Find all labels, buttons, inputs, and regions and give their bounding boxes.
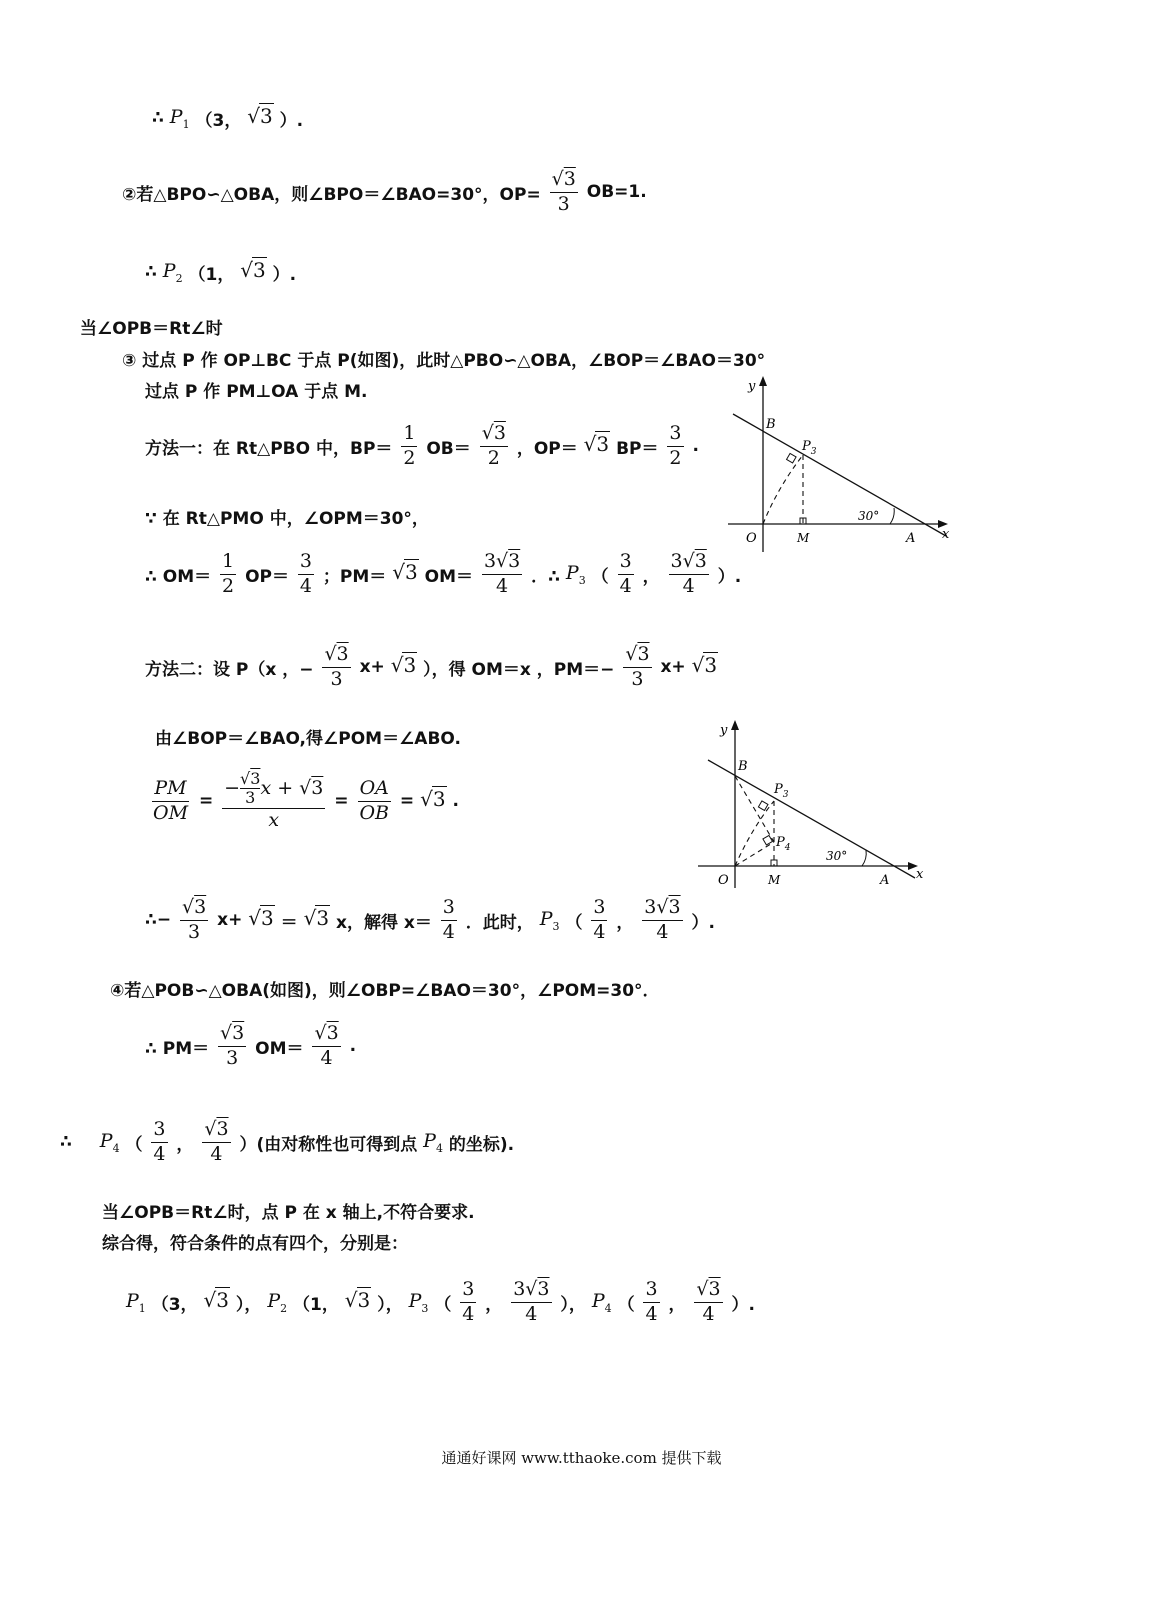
sqrt-3: √3 <box>344 1288 371 1313</box>
line-case-2 <box>122 168 647 217</box>
line-om-pm <box>145 550 741 599</box>
line-angle-relation: 由∠BOP＝∠BAO,得∠POM＝∠ABO. <box>155 729 461 749</box>
label-p3: $P_3$ <box>802 439 817 457</box>
label-b: B <box>766 417 776 432</box>
fraction-sqrt3-over-4: $\frac{√3}{4}$ <box>696 1278 721 1325</box>
point-label: $P_1$ <box>126 1290 146 1316</box>
om-text: OM＝ <box>255 1038 304 1059</box>
method-text: 方法一：在 Rt△PBO 中，BP＝ <box>145 438 393 459</box>
sqrt-3: √3 <box>203 1288 229 1313</box>
fraction-3-4: $\frac{3}{4}$ <box>442 896 455 943</box>
segment-op <box>763 455 803 524</box>
right-angle-mark-p3 <box>758 801 768 811</box>
label-p3: $P_3$ <box>774 782 789 800</box>
page-footer: 通通好课网 www.tthaoke.com 提供下载 <box>441 1449 722 1467</box>
method-text: x+ <box>359 657 385 678</box>
point-label: $P_4$ <box>591 1290 612 1316</box>
sqrt-3: √3 <box>247 104 273 128</box>
label-o: O <box>718 873 729 888</box>
line-p2-result <box>145 258 296 285</box>
therefore-text: ∴− <box>145 910 172 931</box>
angle-arc <box>890 508 894 524</box>
fraction-sqrt3-over-3: $\frac{√3}{3}$ <box>625 643 650 690</box>
equals: = <box>334 791 349 812</box>
line-case-4: ④若△POB∽△OBA(如图)，则∠OBP=∠BAO＝30°，∠POM=30°． <box>110 981 660 1001</box>
angle-arc <box>862 850 866 866</box>
fraction-3sqrt3-over-4: $\frac{3√3}{4}$ <box>670 550 707 597</box>
separator: ）， <box>377 1294 403 1315</box>
paren-open: （ <box>591 566 609 587</box>
line-p1-result <box>152 104 303 131</box>
fraction-3-4: $\frac{3}{4}$ <box>593 896 606 943</box>
line-case-3: ③ 过点 P 作 OP⊥BC 于点 P(如图)，此时△PBO∽△OBA，∠BOP＝∠BAO＝30° <box>122 351 766 371</box>
comma: ， <box>642 566 660 587</box>
line-method-1 <box>145 422 699 471</box>
method-text: ，OP＝ <box>516 438 578 459</box>
solve-text: x，解得 x＝ <box>336 912 432 933</box>
paren-close: ）. <box>717 566 742 587</box>
om-text: OM＝ <box>424 566 474 587</box>
point-label: $P_3$ <box>565 562 586 588</box>
fraction-1-2: $\frac{1}{2}$ <box>403 422 416 469</box>
fraction-1-2: $\frac{1}{2}$ <box>222 550 235 597</box>
paren-open: （ <box>434 1294 452 1315</box>
figure-1-coordinate-diagram <box>718 372 968 562</box>
label-y: y <box>748 379 756 394</box>
sqrt-3: √3 <box>583 432 610 457</box>
line-solve-x <box>145 896 715 945</box>
line-construct-pm: 过点 P 作 PM⊥OA 于点 M. <box>145 382 368 402</box>
line-ab <box>733 414 946 536</box>
fraction-sqrt3-over-2: $\frac{√3}{2}$ <box>481 422 506 469</box>
fraction-3-2: $\frac{3}{2}$ <box>669 422 682 469</box>
sqrt-3: √3 <box>240 258 266 282</box>
label-a: A <box>906 531 916 546</box>
method-text: x+ <box>660 657 686 678</box>
fraction-complex: − $\frac{√3}{3}$ x + √3 x <box>224 769 324 831</box>
label-a: A <box>880 873 890 888</box>
case-text: ②若△BPO∽△OBA，则∠BPO＝∠BAO=30°，OP= <box>122 184 541 205</box>
line-p4-result <box>60 1118 514 1167</box>
period: . <box>349 1036 357 1057</box>
separator: ）， <box>235 1294 262 1315</box>
method-text: ），得 OM＝x ，PM＝− <box>423 659 615 680</box>
fraction-3sqrt3-over-4: $\frac{3√3}{4}$ <box>483 550 521 597</box>
line-triangle-pmo: ∵ 在 Rt△PMO 中，∠OPM＝30°， <box>145 509 429 529</box>
fraction-3-4: $\frac{3}{4}$ <box>299 550 312 597</box>
label-m: M <box>768 873 781 887</box>
line-method-2 <box>145 643 718 692</box>
comma: ， <box>485 1294 503 1315</box>
method-text: BP＝ <box>616 438 659 459</box>
method-text: OB＝ <box>426 438 471 459</box>
sqrt-3: √3 <box>392 560 418 585</box>
label-o: O <box>746 531 757 546</box>
therefore-symbol: ∴ <box>152 108 164 128</box>
coord-text: （1， <box>188 264 235 285</box>
sqrt-3: √3 <box>248 906 274 931</box>
fraction-pm-om: $\frac{PM}{OM}$ <box>153 777 189 824</box>
symmetry-note: ）(由对称性也可得到点 <box>239 1134 418 1155</box>
y-axis-arrow <box>731 720 739 730</box>
period: . <box>452 791 459 812</box>
comma: ， <box>176 1134 194 1155</box>
comma: ， <box>616 912 634 933</box>
label-x: x <box>916 867 924 882</box>
fraction-sqrt3-over-4: $\frac{√3}{4}$ <box>314 1022 339 1069</box>
fraction-3-4: $\frac{3}{4}$ <box>645 1278 658 1325</box>
therefore-text: ．∴ <box>531 566 560 587</box>
coord-text: （1， <box>293 1294 339 1315</box>
period: . <box>692 436 699 457</box>
label-angle: 30° <box>858 509 880 523</box>
sqrt-3: √3 <box>303 906 330 931</box>
symmetry-note-end: 的坐标). <box>448 1134 515 1155</box>
line-ratio-equation <box>148 770 459 833</box>
fraction-sqrt3-over-3: $\frac{√3}{3}$ <box>220 1022 245 1069</box>
line-summary: 综合得，符合条件的点有四个，分别是： <box>102 1234 408 1254</box>
paren-close: ）. <box>691 912 715 933</box>
equals: = <box>198 791 214 812</box>
figure-2-coordinate-diagram <box>690 716 940 896</box>
coord-close: ）. <box>279 110 304 131</box>
label-angle: 30° <box>826 849 848 863</box>
equals: ＝ <box>280 912 298 933</box>
line-final-answer <box>126 1278 755 1327</box>
fraction-sqrt3-over-3: $\frac{√3}{3}$ <box>324 643 349 690</box>
fraction-sqrt3-over-3: $\frac{√3}{3}$ <box>551 168 576 215</box>
therefore-symbol: ∴ <box>60 1132 72 1153</box>
fraction-sqrt3-over-4: $\frac{√3}{4}$ <box>204 1118 229 1165</box>
fraction-3-4: $\frac{3}{4}$ <box>619 550 632 597</box>
label-y: y <box>720 723 728 738</box>
point-label: $P_2$ <box>162 260 183 285</box>
point-label: $P_1$ <box>169 106 190 131</box>
therefore-pm: ∴ PM＝ <box>145 1038 210 1059</box>
fraction-3-4: $\frac{3}{4}$ <box>153 1118 166 1165</box>
point-label: $P_3$ <box>408 1290 429 1316</box>
paren-open: （ <box>565 912 583 933</box>
fraction-oa-ob: $\frac{OA}{OB}$ <box>359 777 389 824</box>
now-text: ．此时， <box>465 912 534 933</box>
label-b: B <box>738 759 748 774</box>
fraction-sqrt3-over-3: $\frac{√3}{3}$ <box>182 896 207 943</box>
coord-close: ）. <box>272 264 297 285</box>
y-axis-arrow <box>759 376 767 386</box>
x-plus: x+ <box>217 910 243 931</box>
point-label: $P_4$ <box>423 1130 443 1156</box>
coord-text: （3， <box>151 1294 198 1315</box>
equals: = <box>399 791 415 812</box>
fraction-3sqrt3-over-4: $\frac{3√3}{4}$ <box>513 1278 550 1325</box>
line-ab <box>708 760 915 878</box>
line-x-axis-case: 当∠OPB＝Rt∠时，点 P 在 x 轴上,不符合要求. <box>102 1203 475 1223</box>
point-label: $P_3$ <box>539 908 560 934</box>
therefore-om: ∴ OM＝ <box>145 566 212 587</box>
op-text: OP＝ <box>245 566 289 587</box>
paren-open: （ <box>125 1134 143 1155</box>
line-pm-value <box>145 1022 356 1071</box>
label-m: M <box>797 531 810 545</box>
sqrt-3: √3 <box>390 653 417 678</box>
right-angle-mark-p <box>787 453 797 463</box>
paren-open: （ <box>617 1294 635 1315</box>
therefore-symbol: ∴ <box>145 262 157 282</box>
sqrt-3: √3 <box>420 787 446 812</box>
paren-close: ）. <box>731 1294 756 1315</box>
pm-text: ；PM＝ <box>322 566 387 587</box>
label-x: x <box>942 527 950 542</box>
sqrt-3: √3 <box>691 653 718 678</box>
separator: ）， <box>560 1294 586 1315</box>
point-label: $P_4$ <box>99 1130 120 1156</box>
method-text: 方法二：设 P（x ，− <box>145 659 314 680</box>
right-angle-mark-p4 <box>763 835 773 845</box>
case-text-end: OB=1. <box>586 182 647 203</box>
label-p4: $P_4$ <box>776 835 791 853</box>
comma: ， <box>668 1294 686 1315</box>
segment-op3 <box>735 801 774 866</box>
line-right-angle-heading: 当∠OPB＝Rt∠时 <box>80 319 223 339</box>
point-label: $P_2$ <box>267 1290 288 1316</box>
fraction-3-4: $\frac{3}{4}$ <box>462 1278 475 1325</box>
coord-text: （3， <box>195 110 242 131</box>
fraction-3sqrt3-over-4: $\frac{3√3}{4}$ <box>644 896 681 943</box>
